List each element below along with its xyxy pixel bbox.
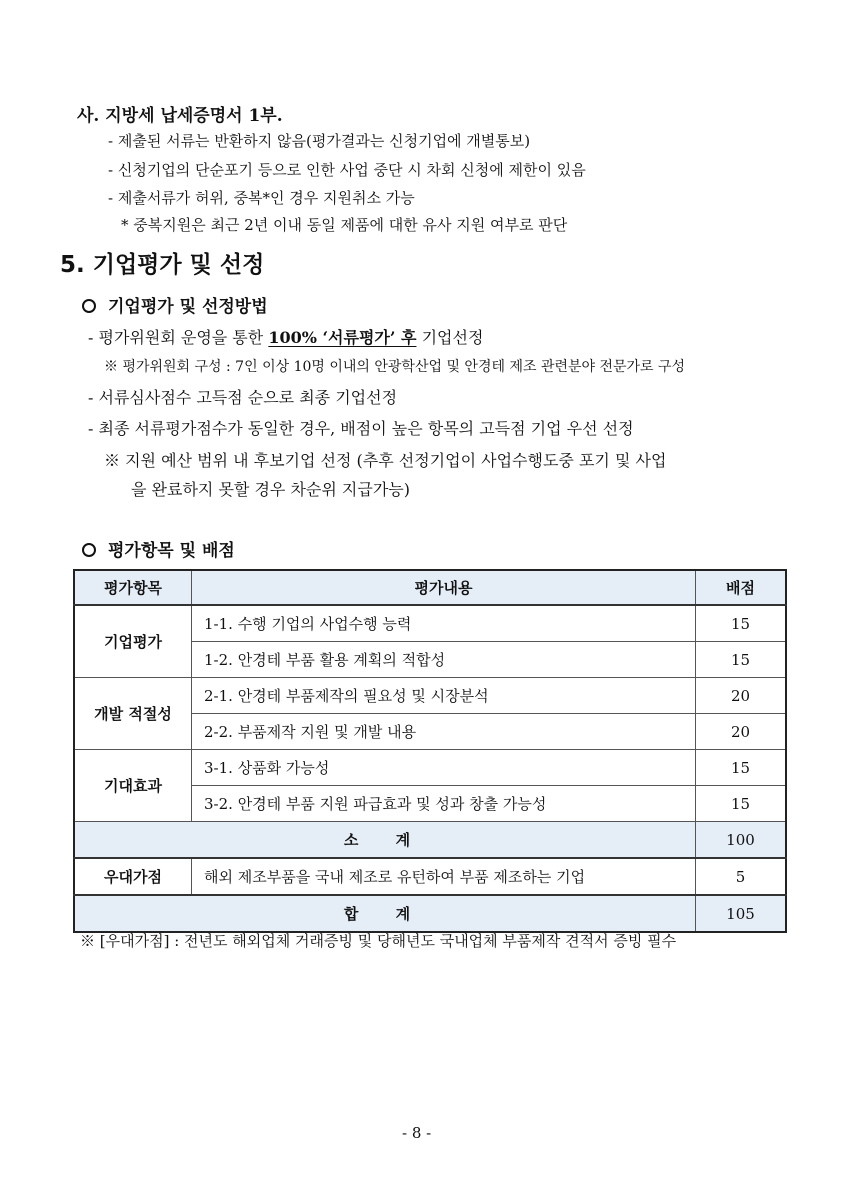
item-cell: 2-2. 부품제작 지원 및 개발 내용 [192,714,696,750]
method-note-2-line-2: 을 완료하지 못할 경우 차순위 지급가능) [131,480,410,499]
method-line-1-suffix: 기업선정 [416,328,484,347]
table-row [74,750,786,786]
evaluation-table [73,569,787,933]
method-line-1-prefix: - 평가위원회 운영을 통한 [88,328,269,347]
subtotal-label: 소 계 [74,822,696,859]
table-heading-text: 평가항목 및 배점 [108,541,235,561]
header-category: 평가항목 [74,570,192,605]
table-row [74,678,786,714]
preference-item: 해외 제조부품을 국내 제조로 유턴하여 부품 제조하는 기업 [192,858,696,895]
preference-score: 5 [696,858,787,895]
total-score: 105 [696,895,787,932]
method-heading [82,292,268,317]
table-header-row [74,570,786,605]
item-cell: 3-1. 상품화 가능성 [192,750,696,786]
score-cell: 15 [696,750,787,786]
score-cell: 20 [696,714,787,750]
table-footnote: ※ [우대가점] : 전년도 해외업체 거래증빙 및 당해년도 국내업체 부품제작 견적서 증빙 필수 [80,932,677,950]
total-label: 합 계 [74,895,696,932]
preference-row [74,858,786,895]
page-number: - 8 - [402,1124,432,1142]
subtotal-row [74,822,786,859]
method-note-1: ※ 평가위원회 구성 : 7인 이상 10명 이내의 안광학산업 및 안경테 제조 관련분야 전문가로 구성 [104,359,686,375]
item-cell: 1-1. 수행 기업의 사업수행 능력 [192,605,696,642]
score-cell: 15 [696,642,787,678]
score-cell: 20 [696,678,787,714]
method-heading-text: 기업평가 및 선정방법 [108,297,268,317]
score-cell: 15 [696,605,787,642]
category-cell: 개발 적절성 [74,678,192,750]
subtotal-score: 100 [696,822,787,859]
method-note-2-line-1: ※ 지원 예산 범위 내 후보기업 선정 (추후 선정기업이 사업수행도중 포기 및 사업 [104,451,667,470]
circle-bullet-icon [82,299,96,313]
total-row [74,895,786,932]
section-sa-note-1: - 제출된 서류는 반환하지 않음(평가결과는 신청기업에 개별통보) [108,132,531,150]
circle-bullet-icon [82,543,96,557]
item-cell: 1-2. 안경테 부품 활용 계획의 적합성 [192,642,696,678]
preference-category: 우대가점 [74,858,192,895]
method-line-1 [88,325,483,348]
section-sa-note-2: - 신청기업의 단순포기 등으로 인한 사업 중단 시 차회 신청에 제한이 있음 [108,161,586,179]
method-line-2: - 서류심사점수 고득점 순으로 최종 기업선정 [88,388,398,407]
score-cell: 15 [696,786,787,822]
section-sa-note-4: * 중복지원은 최근 2년 이내 동일 제품에 대한 유사 지원 여부로 판단 [121,216,568,234]
header-content: 평가내용 [192,570,696,605]
table-row [74,605,786,642]
section5-title: 5. 기업평가 및 선정 [60,252,265,278]
category-cell: 기업평가 [74,605,192,678]
header-score: 배점 [696,570,787,605]
table-heading [82,536,235,561]
method-line-1-underlined: 100% ‘서류평가’ 후 [268,328,417,347]
item-cell: 3-2. 안경테 부품 지원 파급효과 및 성과 창출 가능성 [192,786,696,822]
item-cell: 2-1. 안경테 부품제작의 필요성 및 시장분석 [192,678,696,714]
section-sa-note-3: - 제출서류가 허위, 중복*인 경우 지원취소 가능 [108,189,415,207]
section-sa-heading: 사. 지방세 납세증명서 1부. [77,106,283,126]
method-line-3: - 최종 서류평가점수가 동일한 경우, 배점이 높은 항목의 고득점 기업 우선 선정 [88,419,634,438]
category-cell: 기대효과 [74,750,192,822]
